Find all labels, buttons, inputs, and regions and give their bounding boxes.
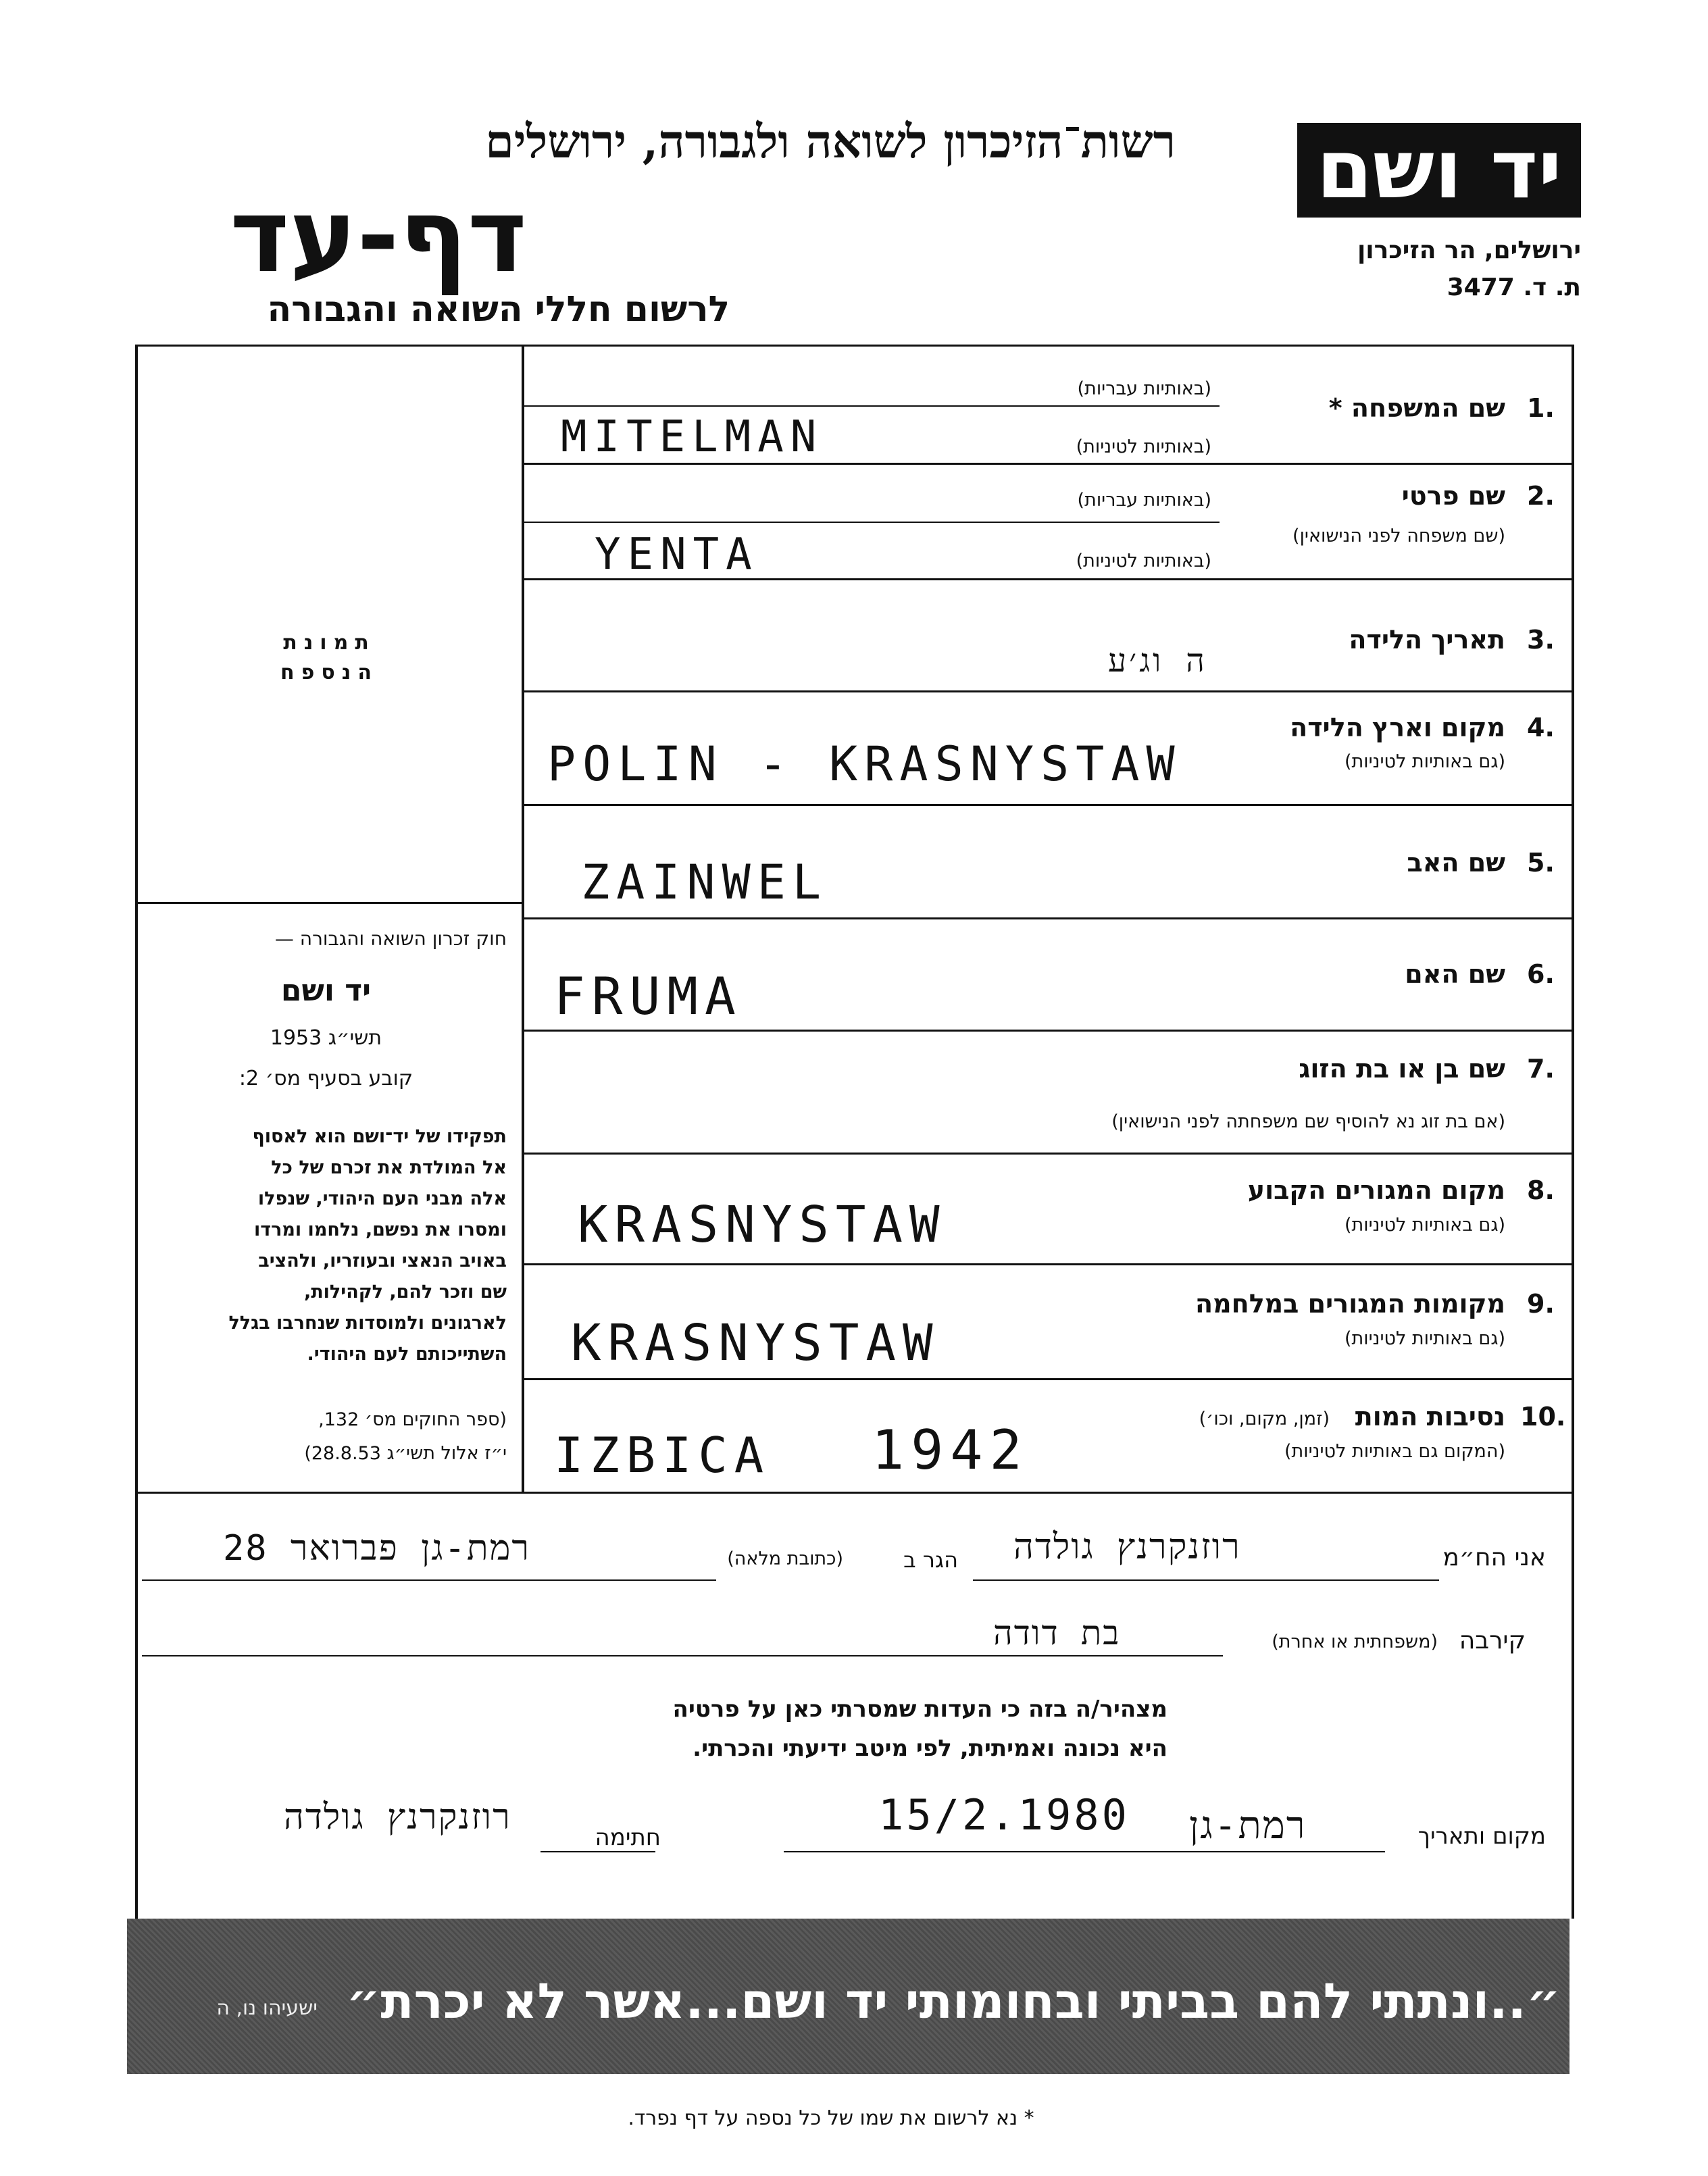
- row-divider: [524, 917, 1572, 919]
- address-line-2: ת. ד. 3477: [1447, 274, 1581, 301]
- field-9-label: מקומות המגורים במלחמה: [1195, 1289, 1505, 1319]
- field-9-number: 9.: [1527, 1289, 1555, 1319]
- field-4-number: 4.: [1527, 713, 1555, 742]
- row-divider: [524, 804, 1572, 806]
- relation-label: קירבה: [1459, 1627, 1526, 1654]
- relation-note: (משפחתית או אחרת): [1272, 1631, 1438, 1652]
- field-8-note: (גם באותיות לטיניות): [1344, 1215, 1505, 1236]
- footnote: * נא לרשום את שמו של כל נספה על דף נפרד.: [628, 2106, 1034, 2130]
- field-10-value-place[interactable]: IZBICA: [554, 1427, 771, 1484]
- org-title: רשות־הזיכרון לשואה ולגבורה, ירושלים: [485, 115, 1176, 169]
- declarant-name[interactable]: רוזנקרנץ גולדה: [1013, 1527, 1241, 1567]
- field-10-note: (המקום גם באותיות לטיניות): [1284, 1441, 1505, 1462]
- declaration-i-label: אני הח״מ: [1442, 1544, 1546, 1571]
- statement-line-1: מצהיר/ה בזה כי העדות שמסרתי כאן על פרטיה: [672, 1696, 1167, 1723]
- field-9-note: (גם באותיות לטיניות): [1344, 1328, 1505, 1349]
- field-2-number: 2.: [1527, 481, 1555, 511]
- field-10-label-extra: (זמן, מקום, וכו׳): [1199, 1409, 1330, 1429]
- statement-line-2: היא נכונה ואמיתית, לפי מיטב ידיעתי והכרתי.: [693, 1735, 1167, 1762]
- photo-box-bottom: [135, 902, 524, 904]
- field-1-value[interactable]: MITELMAN: [561, 412, 824, 462]
- field-3-value[interactable]: ה וג׳ע: [1108, 642, 1207, 680]
- form-subtitle: לרשום חללי השואה והגבורה: [267, 289, 730, 330]
- field-8-number: 8.: [1527, 1175, 1555, 1205]
- frame-right: [1572, 345, 1574, 1919]
- field-2-note: (שם משפחה לפני הנישואין): [1292, 526, 1505, 547]
- yad-vashem-logo: יד ושם: [1297, 123, 1581, 218]
- law-name: יד ושם: [280, 973, 372, 1008]
- address-line: [142, 1579, 716, 1581]
- row-divider: [524, 463, 1572, 465]
- field-1-hint-latin: (באותיות לטיניות): [1076, 436, 1211, 457]
- row-divider: [524, 1378, 1572, 1380]
- banner-source: ישעיהו נו, ה: [216, 1996, 318, 2020]
- field-3-number: 3.: [1527, 625, 1555, 655]
- law-body-line: באויב הנאצי ובעוזריו, ולהציב: [258, 1250, 507, 1271]
- law-body-line: אל המולדת את זכרם של כל: [271, 1157, 507, 1178]
- field-2-hint-latin: (באותיות לטיניות): [1076, 551, 1211, 572]
- law-clause: קובע בסעיף מס׳ 2:: [238, 1067, 413, 1090]
- field-6-value[interactable]: FRUMA: [554, 966, 743, 1026]
- law-body-line: שם וזכר להם, לקהילות,: [303, 1282, 507, 1302]
- field-5-label: שם האב: [1407, 848, 1505, 878]
- photo-label-line-2: הנספח: [280, 661, 378, 684]
- field-10-label: נסיבות המות: [1355, 1402, 1505, 1432]
- row-divider: [524, 1153, 1572, 1155]
- frame-left: [135, 345, 138, 1493]
- place-date-label: מקום ותאריך: [1417, 1823, 1546, 1850]
- law-body-line: תפקידו של יד־ושם הוא לאסוף: [252, 1126, 507, 1147]
- field-7-number: 7.: [1527, 1054, 1555, 1084]
- field-1-number: 1.: [1527, 393, 1555, 423]
- place-date-line: [784, 1851, 1385, 1852]
- field-10-number: 10.: [1520, 1402, 1566, 1432]
- row-subdivider: [524, 405, 1220, 407]
- residing-label: הגר ב: [903, 1547, 958, 1573]
- banner-quote: ״..ונתתי להם בביתי ובחומותי יד ושם...אשר לא יכרת״: [346, 1973, 1561, 2029]
- form-bottom: [135, 1492, 1574, 1494]
- field-6-label: שם האם: [1405, 959, 1505, 989]
- declaration-left: [135, 1492, 138, 1919]
- field-9-value[interactable]: KRASNYSTAW: [571, 1314, 940, 1372]
- place-value[interactable]: רמת-גן: [1189, 1804, 1307, 1848]
- field-4-note: (גם באותיות לטיניות): [1344, 751, 1505, 772]
- field-7-note: (אם בת זוג נא להוסיף שם משפחתה לפני הנישואין): [1111, 1111, 1505, 1132]
- declarant-address[interactable]: רמת-גן פברואר 28: [223, 1528, 530, 1569]
- field-1-label: שם המשפחה *: [1328, 393, 1505, 423]
- field-3-label: תאריך הלידה: [1349, 625, 1505, 655]
- law-body-line: ומסרו את נפשם, נלחמו ומרדו: [253, 1219, 507, 1240]
- field-2-hint-hebrew: (באותיות עבריות): [1077, 490, 1211, 511]
- law-ref-2: י״ז אלול תשי״ג 28.8.53): [304, 1443, 507, 1464]
- address-line-1: ירושלים, הר הזיכרון: [1357, 236, 1581, 264]
- signature-label: חתימה: [595, 1824, 661, 1851]
- date-value[interactable]: 15/2.1980: [878, 1790, 1130, 1840]
- row-divider: [524, 1030, 1572, 1032]
- field-4-label: מקום וארץ הלידה: [1290, 713, 1505, 742]
- form-title: דף-עד: [230, 178, 527, 295]
- relation-value[interactable]: בת דודה: [993, 1613, 1121, 1652]
- field-4-value[interactable]: POLIN - KRASNYSTAW: [547, 736, 1182, 792]
- frame-top: [135, 345, 1574, 347]
- law-year: תשי״ג 1953: [270, 1026, 382, 1050]
- field-8-label: מקום המגורים הקבוע: [1247, 1175, 1505, 1205]
- photo-box-label: [135, 628, 524, 688]
- law-body: [145, 1121, 507, 1370]
- field-6-number: 6.: [1527, 959, 1555, 989]
- field-10-value-year[interactable]: 1942: [872, 1419, 1029, 1482]
- relation-line: [142, 1655, 1223, 1656]
- signature-value[interactable]: רוזנקרנץ גולדה: [284, 1797, 511, 1838]
- law-ref-1: (ספר החוקים מס׳ 132,: [318, 1409, 507, 1430]
- law-heading: חוק זכרון השואה והגבורה —: [274, 928, 507, 950]
- signature-line: [541, 1851, 655, 1852]
- field-7-label: שם בן או בת הזוג: [1299, 1054, 1505, 1084]
- field-5-value[interactable]: ZAINWEL: [581, 855, 828, 910]
- row-subdivider: [524, 522, 1220, 523]
- field-5-number: 5.: [1527, 848, 1555, 878]
- address-note: (כתובת מלאה): [727, 1548, 843, 1569]
- law-body-line: השתייכותם לעם היהודי.: [307, 1344, 507, 1365]
- row-divider: [524, 690, 1572, 692]
- field-2-value[interactable]: YENTA: [595, 530, 759, 580]
- row-divider: [524, 1263, 1572, 1265]
- law-body-line: לארגונים ולמוסדות שנחרבו בגלל: [228, 1313, 507, 1334]
- field-8-value[interactable]: KRASNYSTAW: [578, 1196, 947, 1254]
- field-1-hint-hebrew: (באותיות עבריות): [1077, 378, 1211, 399]
- field-2-label: שם פרטי: [1401, 481, 1505, 511]
- law-body-line: אלה מבני העם היהודי, שנפלו: [257, 1188, 507, 1209]
- name-line: [973, 1579, 1439, 1581]
- photo-label-line-1: תמונת: [283, 631, 376, 655]
